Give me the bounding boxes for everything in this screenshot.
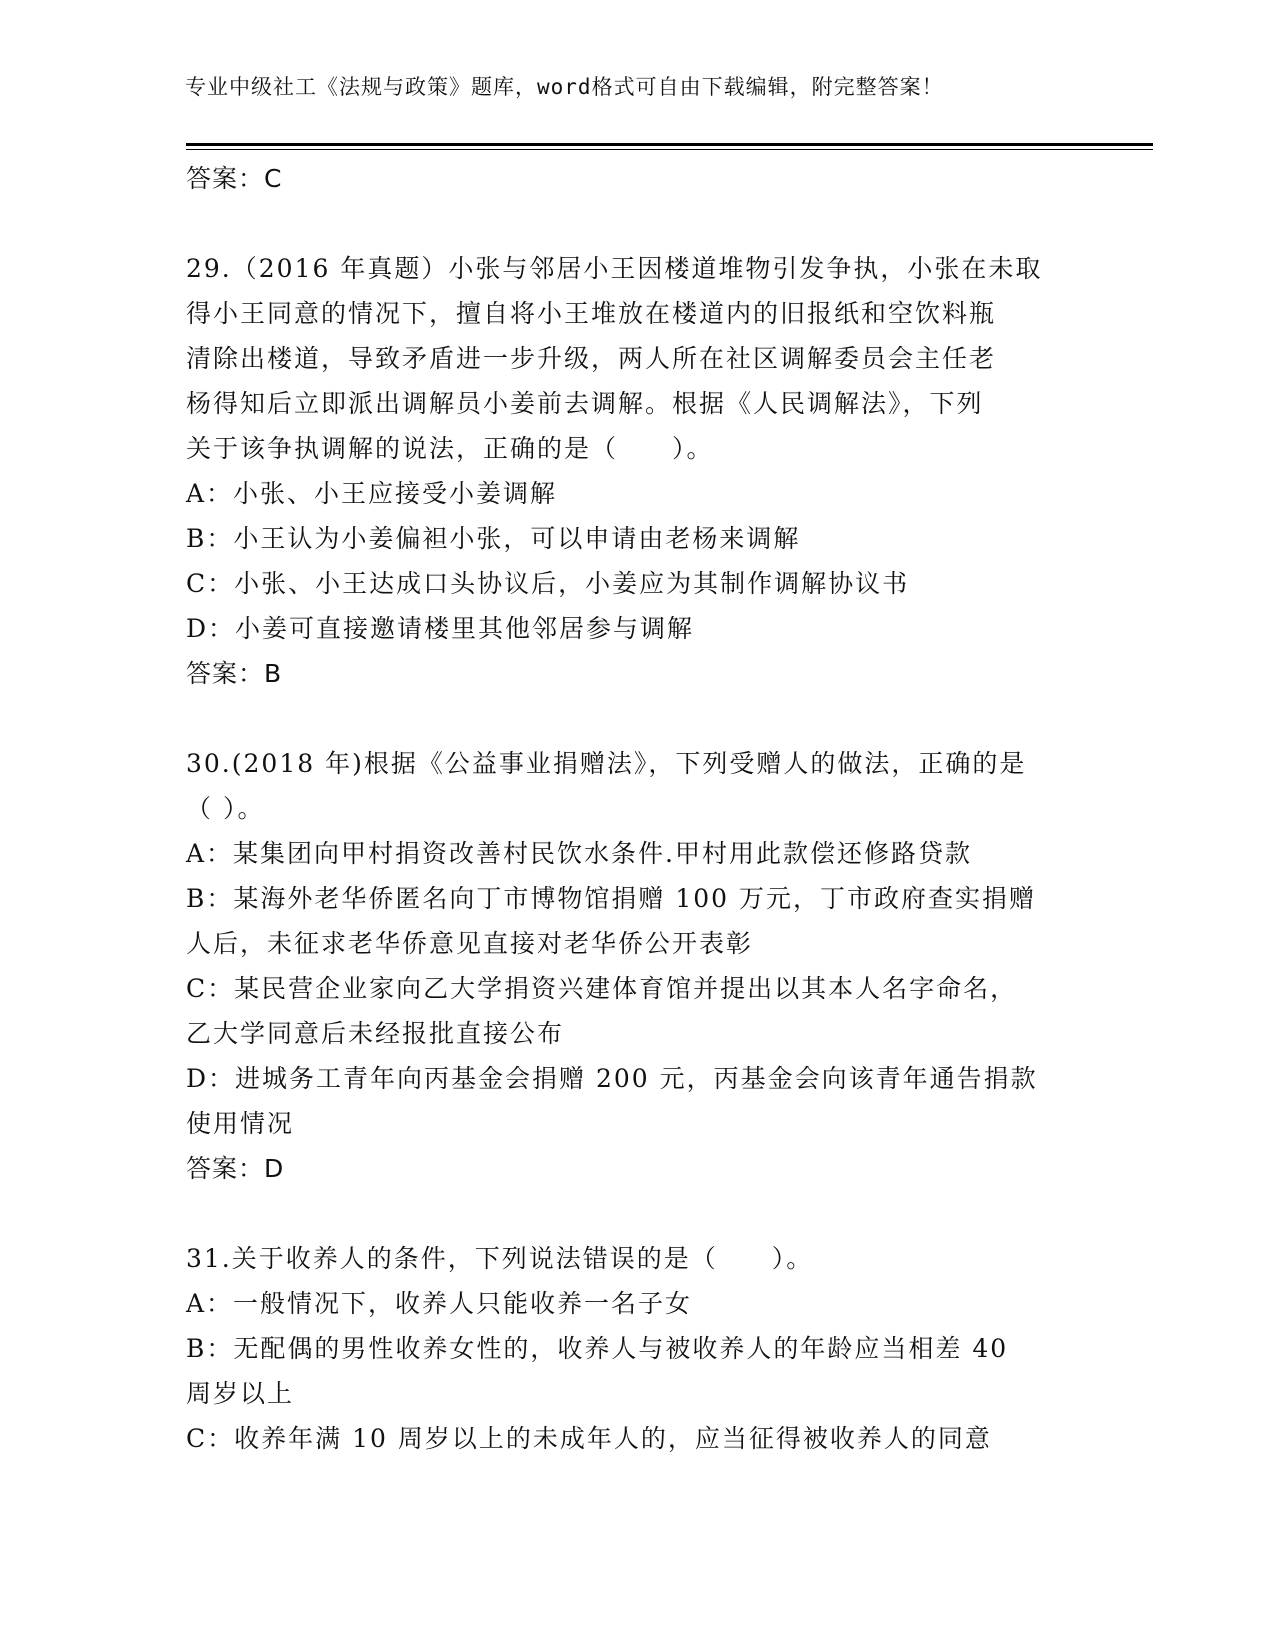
option-b-cont: 人后，未征求老华侨意见直接对老华侨公开表彰: [186, 929, 754, 958]
header-rule-thin: [186, 149, 1153, 150]
spacer: [186, 1191, 1091, 1236]
option-d: D：小姜可直接邀请楼里其他邻居参与调解: [186, 614, 695, 643]
option-b: B：无配偶的男性收养女性的，收养人与被收养人的年龄应当相差 40: [186, 1334, 1009, 1363]
answer-q29: 答案：B: [186, 659, 283, 688]
option-b: B：某海外老华侨匿名向丁市博物馆捐赠 100 万元，丁市政府查实捐赠: [186, 884, 1036, 913]
option-d-cont: 使用情况: [186, 1109, 295, 1138]
question-31: [186, 1236, 1091, 1461]
option-c: C：某民营企业家向乙大学捐资兴建体育馆并提出以其本人名字命名，: [186, 974, 1018, 1003]
spacer: [186, 201, 1091, 246]
option-a: A：一般情况下，收养人只能收养一名子女: [186, 1289, 693, 1318]
option-a: A：小张、小王应接受小姜调解: [186, 479, 558, 508]
option-b: B：小王认为小姜偏袒小张，可以申请由老杨来调解: [186, 524, 801, 553]
option-b-cont: 周岁以上: [186, 1379, 295, 1408]
option-c-cont: 乙大学同意后未经报批直接公布: [186, 1019, 565, 1048]
spacer: [186, 696, 1091, 741]
document-body: [186, 156, 1091, 1461]
answer-q30: 答案：D: [186, 1154, 285, 1183]
page-header: 专业中级社工《法规与政策》题库，word格式可自由下载编辑，附完整答案！: [185, 75, 944, 99]
question-stem-line: 关于该争执调解的说法，正确的是（ ）。: [186, 434, 714, 463]
question-30: [186, 741, 1091, 1191]
question-stem-line: 31.关于收养人的条件，下列说法错误的是（ ）。: [186, 1244, 814, 1273]
question-stem-line: 清除出楼道，导致矛盾进一步升级，两人所在社区调解委员会主任老: [186, 344, 997, 373]
question-stem-line: 杨得知后立即派出调解员小姜前去调解。根据《人民调解法》，下列: [186, 389, 984, 418]
option-d: D：进城务工青年向丙基金会捐赠 200 元，丙基金会向该青年通告捐款: [186, 1064, 1038, 1093]
answer-q28: 答案：C: [186, 164, 283, 193]
question-stem-line: 得小王同意的情况下，擅自将小王堆放在楼道内的旧报纸和空饮料瓶: [186, 299, 997, 328]
question-stem-line: （ ）。: [186, 794, 265, 823]
question-29: [186, 246, 1091, 696]
header-rule-thick: [186, 143, 1153, 146]
option-a: A：某集团向甲村捐资改善村民饮水条件.甲村用此款偿还修路贷款: [186, 839, 973, 868]
option-c: C：小张、小王达成口头协议后，小姜应为其制作调解协议书: [186, 569, 910, 598]
option-c: C：收养年满 10 周岁以上的未成年人的，应当征得被收养人的同意: [186, 1424, 992, 1453]
question-stem-line: 30.(2018 年)根据《公益事业捐赠法》，下列受赠人的做法，正确的是: [186, 749, 1027, 778]
question-stem-line: 29.（2016 年真题）小张与邻居小王因楼道堆物引发争执，小张在未取: [186, 254, 1043, 283]
